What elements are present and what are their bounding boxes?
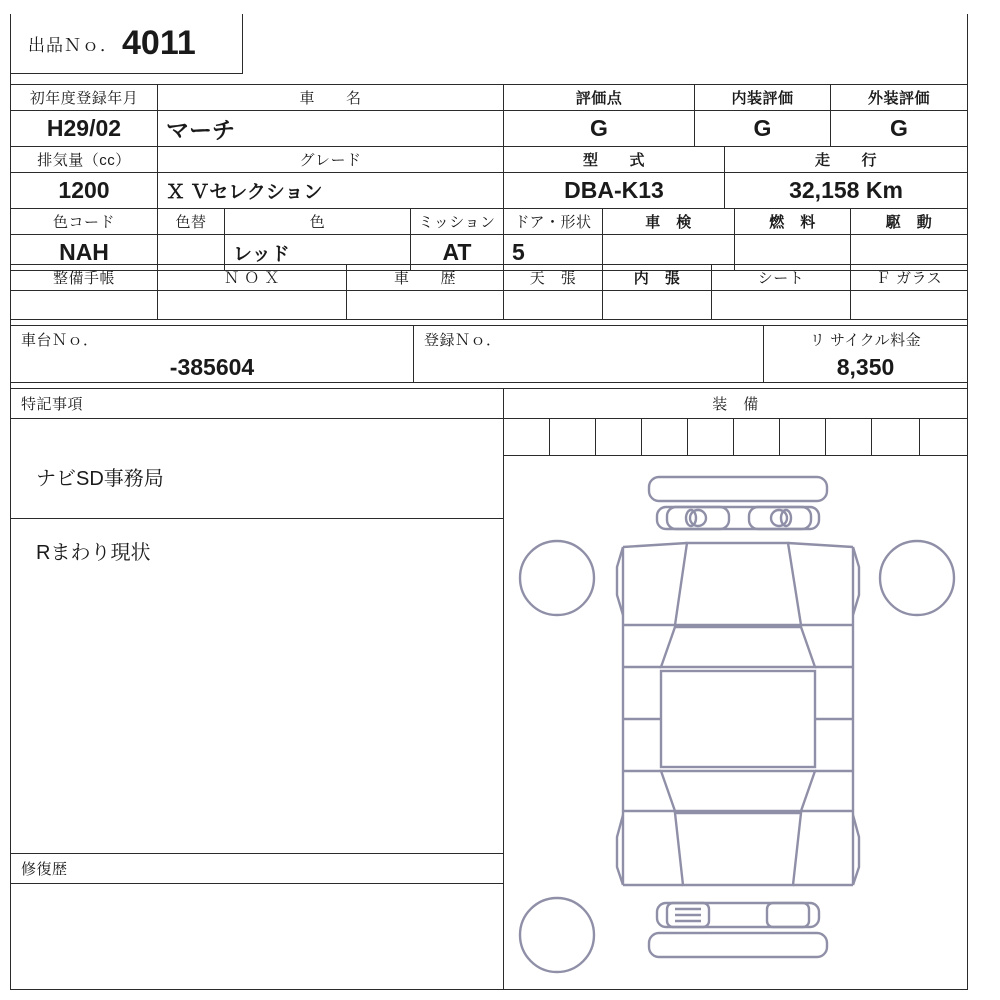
grade-point-value: G bbox=[503, 110, 695, 147]
color-label: 色 bbox=[224, 208, 411, 235]
maintenance-book-value bbox=[10, 290, 158, 320]
displacement-value: 1200 bbox=[10, 172, 158, 209]
equipment-label: 装 備 bbox=[503, 388, 968, 419]
equipment-cell-4[interactable] bbox=[641, 418, 688, 456]
recycle-fee-label: リ サイクル料金 bbox=[809, 331, 922, 349]
equipment-cell-3[interactable] bbox=[595, 418, 642, 456]
vehicle-inspection-diagram bbox=[505, 455, 967, 989]
car-history-value bbox=[346, 290, 504, 320]
mileage-value: 32,158 Km bbox=[724, 172, 968, 209]
grade-value: Ｘ Ｖセレクション bbox=[157, 172, 504, 209]
equipment-cell-5[interactable] bbox=[687, 418, 734, 456]
nox-label: Ｎ Ｏ Ｘ bbox=[157, 264, 347, 291]
equipment-cell-7[interactable] bbox=[779, 418, 826, 456]
nox-value bbox=[157, 290, 347, 320]
grade-label: グレード bbox=[157, 146, 504, 173]
lot-number-label: 出品Ｎｏ． bbox=[28, 36, 118, 55]
car-name-value: マーチ bbox=[157, 110, 504, 147]
wheel-front-left bbox=[520, 541, 594, 615]
remarks-line-2-cell bbox=[10, 518, 504, 854]
lot-number-badge bbox=[10, 14, 243, 74]
trunk-panel bbox=[675, 813, 801, 885]
chassis-no-label: 車台Ｎｏ． bbox=[21, 331, 99, 349]
roof-lining-label: 天 張 bbox=[503, 264, 603, 291]
color-code-value: NAH bbox=[10, 234, 158, 271]
registration-no-cell bbox=[413, 325, 764, 383]
exterior-rating-value: G bbox=[830, 110, 968, 147]
mileage-label: 走 行 bbox=[724, 146, 968, 173]
interior-lining-label: 内 張 bbox=[602, 264, 712, 291]
door-shape-label: ドア・形状 bbox=[503, 208, 603, 235]
color-change-label: 色替 bbox=[157, 208, 225, 235]
equipment-cell-6[interactable] bbox=[733, 418, 780, 456]
interior-rating-label: 内装評価 bbox=[694, 84, 831, 111]
wheel-rear-left bbox=[520, 898, 594, 972]
front-bumper-group bbox=[649, 477, 827, 529]
seat-value bbox=[711, 290, 851, 320]
roof-lining-value bbox=[503, 290, 603, 320]
displacement-label: 排気量（cc） bbox=[10, 146, 158, 173]
grade-point-label: 評価点 bbox=[503, 84, 695, 111]
hood-panel bbox=[675, 543, 801, 625]
repair-history-value-cell bbox=[10, 883, 504, 990]
registration-no-value bbox=[414, 352, 763, 383]
windshield-panel bbox=[661, 627, 815, 667]
equipment-cell-9[interactable] bbox=[871, 418, 920, 456]
recycle-fee-value: 8,350 bbox=[836, 354, 895, 380]
model-code-label: 型 式 bbox=[503, 146, 725, 173]
interior-rating-value: G bbox=[694, 110, 831, 147]
color-value: レッド bbox=[224, 234, 411, 271]
color-code-label: 色コード bbox=[10, 208, 158, 235]
fuel-label: 燃 料 bbox=[734, 208, 851, 235]
rear-window-panel bbox=[661, 771, 815, 811]
remarks-label: 特記事項 bbox=[10, 388, 504, 419]
interior-lining-value bbox=[602, 290, 712, 320]
registration-no-label: 登録Ｎｏ． bbox=[424, 331, 502, 349]
wheel-front-right bbox=[880, 541, 954, 615]
inspection-label: 車 検 bbox=[602, 208, 735, 235]
exterior-rating-label: 外装評価 bbox=[830, 84, 968, 111]
reg-date-label: 初年度登録年月 bbox=[10, 84, 158, 111]
chassis-no-value: -385604 bbox=[169, 354, 255, 380]
mission-label: ミッション bbox=[410, 208, 504, 235]
equipment-cell-8[interactable] bbox=[825, 418, 872, 456]
equipment-cell-1[interactable] bbox=[503, 418, 550, 456]
recycle-fee-cell bbox=[763, 325, 968, 383]
seat-label: シート bbox=[711, 264, 851, 291]
chassis-no-cell bbox=[10, 325, 414, 383]
rear-bumper-group bbox=[649, 903, 827, 957]
remarks-line-2-text: Rまわり現状 bbox=[36, 542, 151, 564]
door-shape-value: 5 bbox=[503, 234, 603, 271]
repair-history-label: 修復歴 bbox=[10, 853, 504, 884]
maintenance-book-label: 整備手帳 bbox=[10, 264, 158, 291]
car-name-label: 車 名 bbox=[157, 84, 504, 111]
reg-date-value: H29/02 bbox=[10, 110, 158, 147]
drive-label: 駆 動 bbox=[850, 208, 968, 235]
equipment-cell-2[interactable] bbox=[549, 418, 596, 456]
mission-value: AT bbox=[410, 234, 504, 271]
equipment-cell-10[interactable] bbox=[919, 418, 968, 456]
model-code-value: DBA-K13 bbox=[503, 172, 725, 209]
remarks-line-1-text: ナビSD事務局 bbox=[36, 468, 164, 490]
roof-panel bbox=[661, 671, 815, 767]
lot-number-value: 4011 bbox=[122, 24, 196, 62]
front-glass-value bbox=[850, 290, 968, 320]
front-glass-label: Ｆ ガラス bbox=[850, 264, 968, 291]
car-history-label: 車 歴 bbox=[346, 264, 504, 291]
